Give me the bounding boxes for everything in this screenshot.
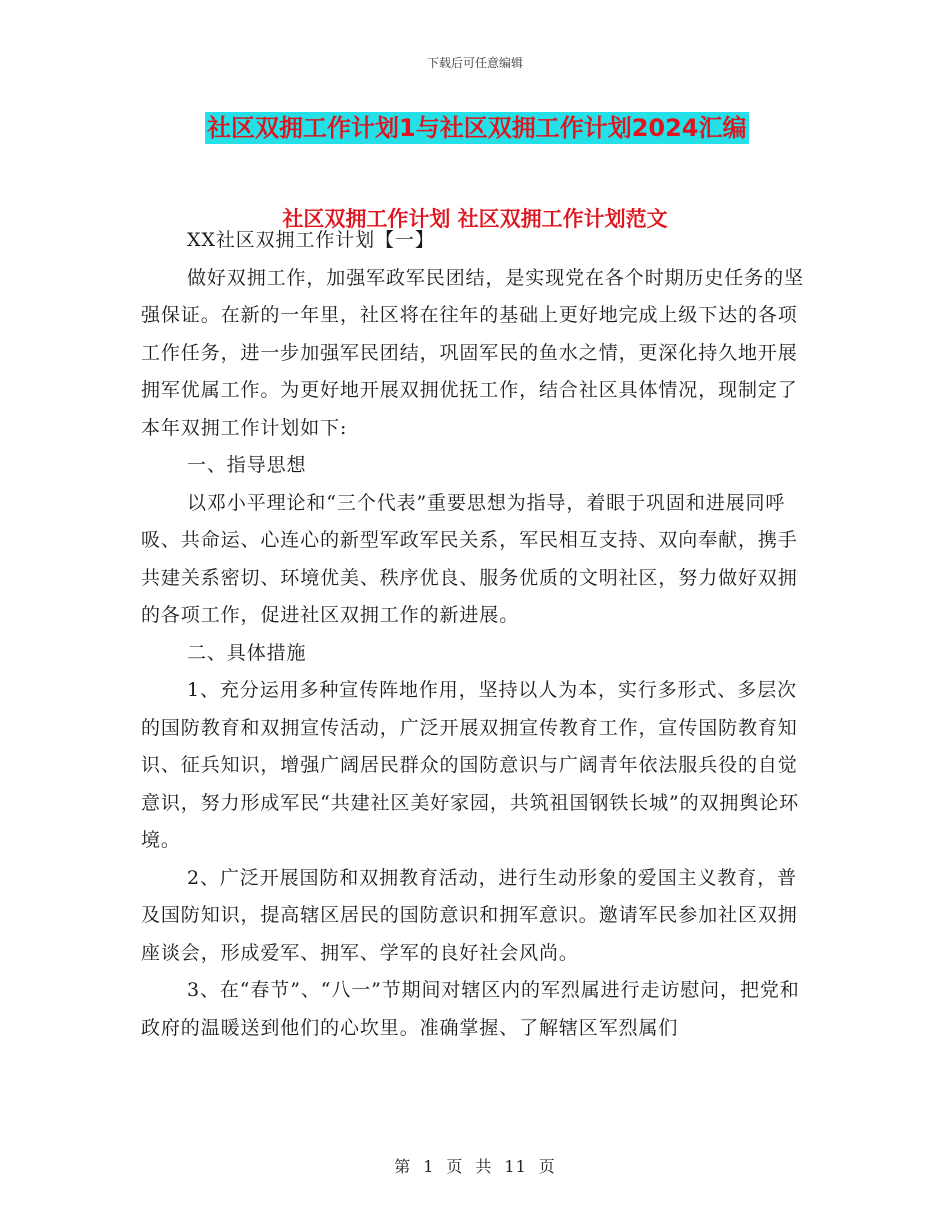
page-label-suffix: 页	[538, 1157, 556, 1176]
section-heading-plan: XX社区双拥工作计划【一】	[187, 229, 435, 251]
paragraph-guiding: 以邓小平理论和“三个代表”重要思想为指导，着眼于巩固和进展同呼吸、共命运、心连心的新型军政军民关系，军民相互支持、双向奉献，携手共建关系密切、环境优美、秩序优良、服务优质的文明社区，努力做好双拥的各项工作，促进社区双拥工作的新进展。	[141, 491, 798, 626]
page-header-note: 下载后可任意编辑	[426, 56, 523, 70]
document-body	[141, 222, 806, 1047]
section-heading-guiding: 一、指导思想	[187, 454, 307, 476]
total-label: 共	[475, 1157, 493, 1176]
page-number: 1	[423, 1157, 435, 1176]
paragraph-measure-3: 3、在“春节”、“八一”节期间对辖区内的军烈属进行走访慰问，把党和政府的温暖送到他们的心坎里。准确掌握、了解辖区军烈属们	[141, 979, 800, 1039]
page-label-prefix: 第	[394, 1157, 412, 1176]
page-footer	[0, 1154, 950, 1177]
document-sub-title: 社区双拥工作计划 社区双拥工作计划范文	[282, 207, 668, 231]
document-main-title: 社区双拥工作计划1与社区双拥工作计划2024汇编	[207, 114, 747, 142]
paragraph-intro: 做好双拥工作，加强军政军民团结，是实现党在各个时期历史任务的坚强保证。在新的一年里，社区将在往年的基础上更好地完成上级下达的各项工作任务，进一步加强军民团结，巩固军民的鱼水之情，更深化持久地开展拥军优属工作。为更好地开展双拥优抚工作，结合社区具体情况，现制定了本年双拥工作计划如下:	[141, 266, 804, 439]
page-label-mid: 页	[446, 1157, 464, 1176]
total-pages: 11	[504, 1157, 527, 1176]
paragraph-measure-1: 1、充分运用多种宣传阵地作用，坚持以人为本，实行多形式、多层次的国防教育和双拥宣传活动，广泛开展双拥宣传教育工作，宣传国防教育知识、征兵知识，增强广阔居民群众的国防意识与广阔青年依法服兵役的自觉意识，努力形成军民“共建社区美好家园，共筑祖国钢铁长城”的双拥舆论环境。	[141, 679, 800, 851]
paragraph-measure-2: 2、广泛开展国防和双拥教育活动，进行生动形象的爱国主义教育，普及国防知识，提高辖区居民的国防意识和拥军意识。邀请军民参加社区双拥座谈会，形成爱军、拥军、学军的良好社会风尚。	[141, 866, 798, 964]
section-heading-measures: 二、具体措施	[187, 641, 307, 664]
